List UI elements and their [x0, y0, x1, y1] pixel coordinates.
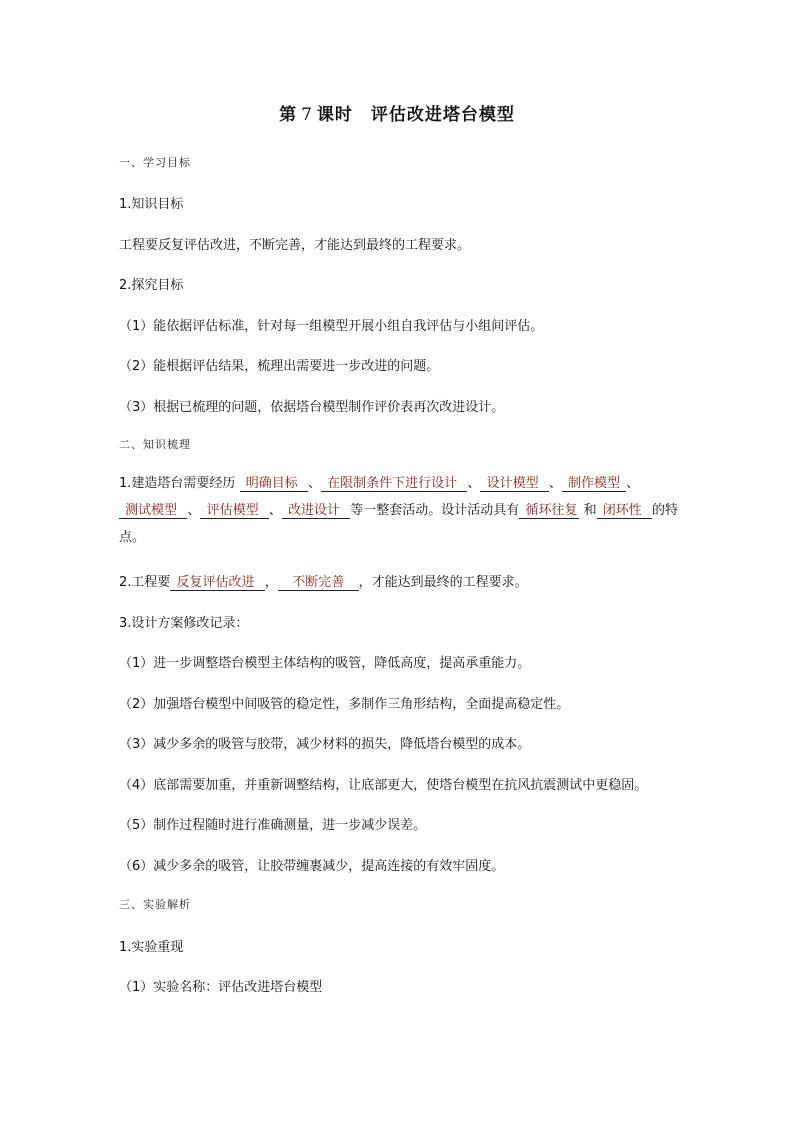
experiment-reproduction-heading: 1.实验重现 [119, 940, 184, 955]
q1-mid: 等一整套活动。设计活动具有 [350, 503, 520, 518]
revision-item: （1）进一步调整塔台模型主体结构的吸管，降低高度，提高承重能力。 [119, 656, 531, 671]
answer-text: 反复评估改进 [176, 575, 255, 590]
experiment-name: （1）实验名称：评估改进塔台模型 [119, 980, 323, 995]
revision-record-heading: 3.设计方案修改记录： [119, 616, 249, 631]
answer-blank [480, 476, 548, 492]
answer-blank [278, 575, 359, 591]
answer-text: 改进设计 [288, 503, 341, 518]
section-heading-goals: 一、学习目标 [119, 156, 191, 169]
answer-blank [321, 476, 467, 492]
answer-blank [200, 503, 268, 519]
revision-item: （5）制作过程随时进行准确测量，进一步减少误差。 [119, 818, 427, 833]
answer-blank [119, 503, 187, 519]
answer-text: 设计模型 [486, 476, 539, 491]
q2-lead: 2.工程要 [119, 575, 171, 590]
q1-end: 的特点。 [119, 503, 679, 545]
answer-text: 闭环性 [602, 503, 642, 518]
knowledge-goal-text: 工程要反复评估改进，不断完善，才能达到最终的工程要求。 [119, 238, 471, 253]
title-rest: 评估改进塔台模型 [370, 105, 515, 125]
question-1: 1.建造塔台需要经历 明确目标 、 在限制条件下进行设计 、 设计模型 、 制作模型 、 测试模型 、 评估模型 、 改进设计 等一整套活动。设计活动具有 循环往复 和 闭环性 的特点。 [119, 476, 679, 545]
explore-item: （3）根据已梳理的问题，依据塔台模型制作评价表再次改进设计。 [119, 400, 505, 415]
revision-item: （3）减少多余的吸管与胶带，减少材料的损失，降低塔台模型的成本。 [119, 737, 531, 752]
q1-and: 和 [583, 503, 597, 518]
q1-lead: 1.建造塔台需要经历 [119, 476, 236, 491]
answer-text: 循环往复 [525, 503, 578, 518]
section-heading-review: 二、知识梳理 [119, 438, 191, 451]
title-lesson-number: 7 [301, 105, 313, 125]
answer-text: 测试模型 [125, 503, 178, 518]
question-2 [119, 571, 679, 591]
section-heading-experiment: 三、实验解析 [119, 898, 191, 911]
knowledge-goal-heading: 1.知识目标 [119, 197, 184, 212]
title-middle: 课时 [316, 105, 353, 125]
answer-text: 制作模型 [568, 476, 621, 491]
explore-item: （1）能依据评估标准，针对每一组模型开展小组自我评估与小组间评估。 [119, 319, 544, 334]
page-title [0, 100, 794, 125]
answer-blank [240, 476, 308, 492]
revision-item: （2）加强塔台模型中间吸管的稳定性，多制作三角形结构，全面提高稳定性。 [119, 697, 570, 712]
revision-item: （4）底部需要加重，并重新调整结构，让底部更大，使塔台模型在抗风抗震测试中更稳固。 [119, 778, 648, 793]
answer-blank [170, 575, 264, 591]
answer-blank [282, 503, 350, 519]
answer-text: 评估模型 [206, 503, 259, 518]
title-prefix: 第 [279, 105, 298, 125]
q2-end: ，才能达到最终的工程要求。 [358, 575, 528, 590]
answer-text: 在限制条件下进行设计 [327, 476, 458, 491]
answer-text: 明确目标 [245, 476, 298, 491]
explore-goal-heading: 2.探究目标 [119, 278, 184, 293]
q2-sep: ， [264, 575, 278, 590]
answer-blank [519, 503, 579, 519]
answer-text: 不断完善 [292, 575, 345, 590]
explore-item: （2）能根据评估结果，梳理出需要进一步改进的问题。 [119, 359, 440, 374]
revision-item: （6）减少多余的吸管，让胶带缠裹减少，提高连接的有效牢固度。 [119, 859, 505, 874]
answer-blank [597, 503, 652, 519]
answer-blank [562, 476, 626, 492]
